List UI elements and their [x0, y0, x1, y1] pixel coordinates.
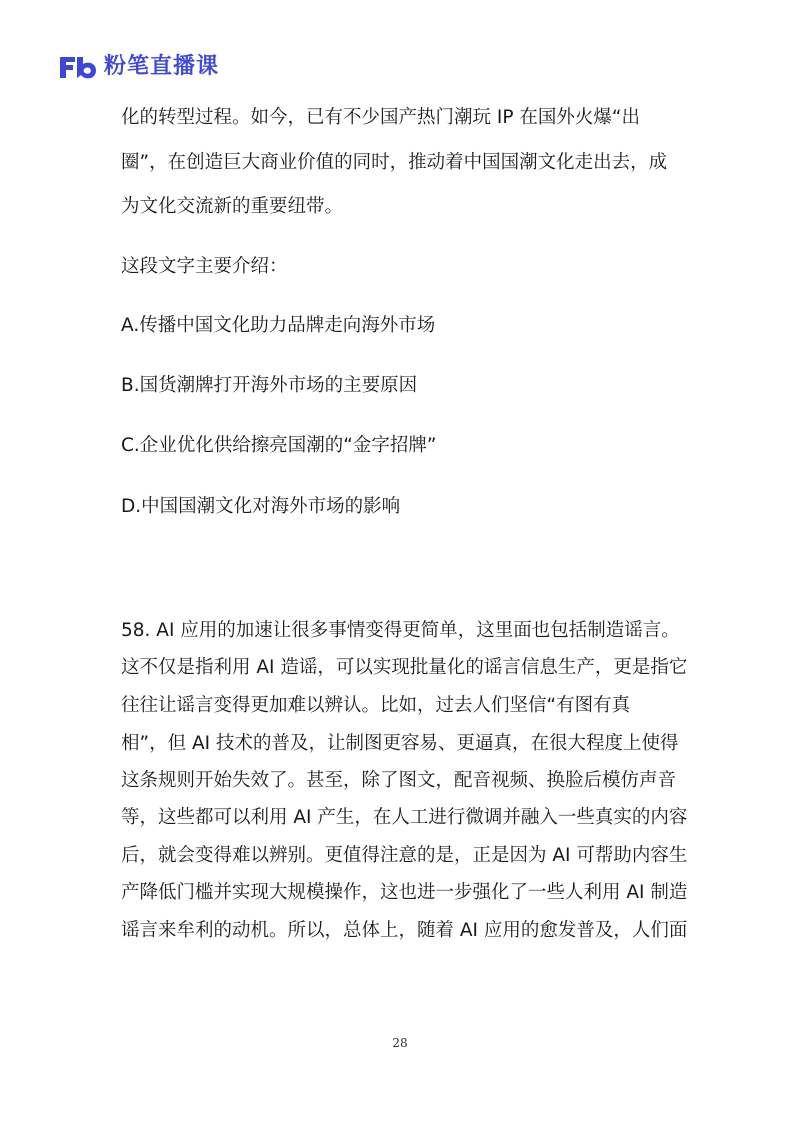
passage-line: 为文化交流新的重要纽带。 — [121, 196, 344, 217]
question58-line: 58. AI 应用的加速让很多事情变得更简单，这里面也包括制造谣言。 — [121, 620, 680, 641]
passage-line: 化的转型过程。如今，已有不少国产热门潮玩 IP 在国外火爆“出 — [121, 107, 640, 128]
question58-line: 这不仅是指利用 AI 造谣，可以实现批量化的谣言信息生产，更是指它 — [121, 657, 688, 678]
question-stem: 这段文字主要介绍： — [121, 256, 288, 277]
brand-name: 粉笔直播课 — [104, 54, 220, 79]
option-d: D.中国国潮文化对海外市场的影响 — [121, 496, 401, 517]
passage-line: 圈”，在创造巨大商业价值的同时，推动着中国国潮文化走出去，成 — [121, 152, 668, 173]
page-number: 28 — [392, 1036, 408, 1050]
page-header — [58, 52, 219, 82]
question58-line: 谣言来牟利的动机。所以，总体上，随着 AI 应用的愈发普及，人们面 — [121, 920, 688, 941]
question58-line: 等，这些都可以利用 AI 产生，在人工进行微调并融入一些真实的内容 — [121, 807, 688, 828]
option-c: C.企业优化供给擦亮国潮的“金字招牌” — [121, 435, 437, 456]
question58-line: 相”，但 AI 技术的普及，让制图更容易、更逼真，在很大程度上使得 — [121, 733, 679, 754]
fb-logo-icon — [58, 54, 98, 80]
question58-line: 往往让谣言变得更加难以辨认。比如，过去人们坚信“有图有真 — [121, 695, 631, 716]
question58-line: 后，就会变得难以辨别。更值得注意的是，正是因为 AI 可帮助内容生 — [121, 845, 688, 866]
option-a: A.传播中国文化助力品牌走向海外市场 — [121, 315, 436, 336]
question58-line: 产降低门槛并实现大规模操作，这也进一步强化了一些人利用 AI 制造 — [121, 882, 688, 903]
question58-line: 这条规则开始失效了。甚至，除了图文，配音视频、换脸后模仿声音 — [121, 770, 677, 791]
option-b: B.国货潮牌打开海外市场的主要原因 — [121, 375, 418, 396]
